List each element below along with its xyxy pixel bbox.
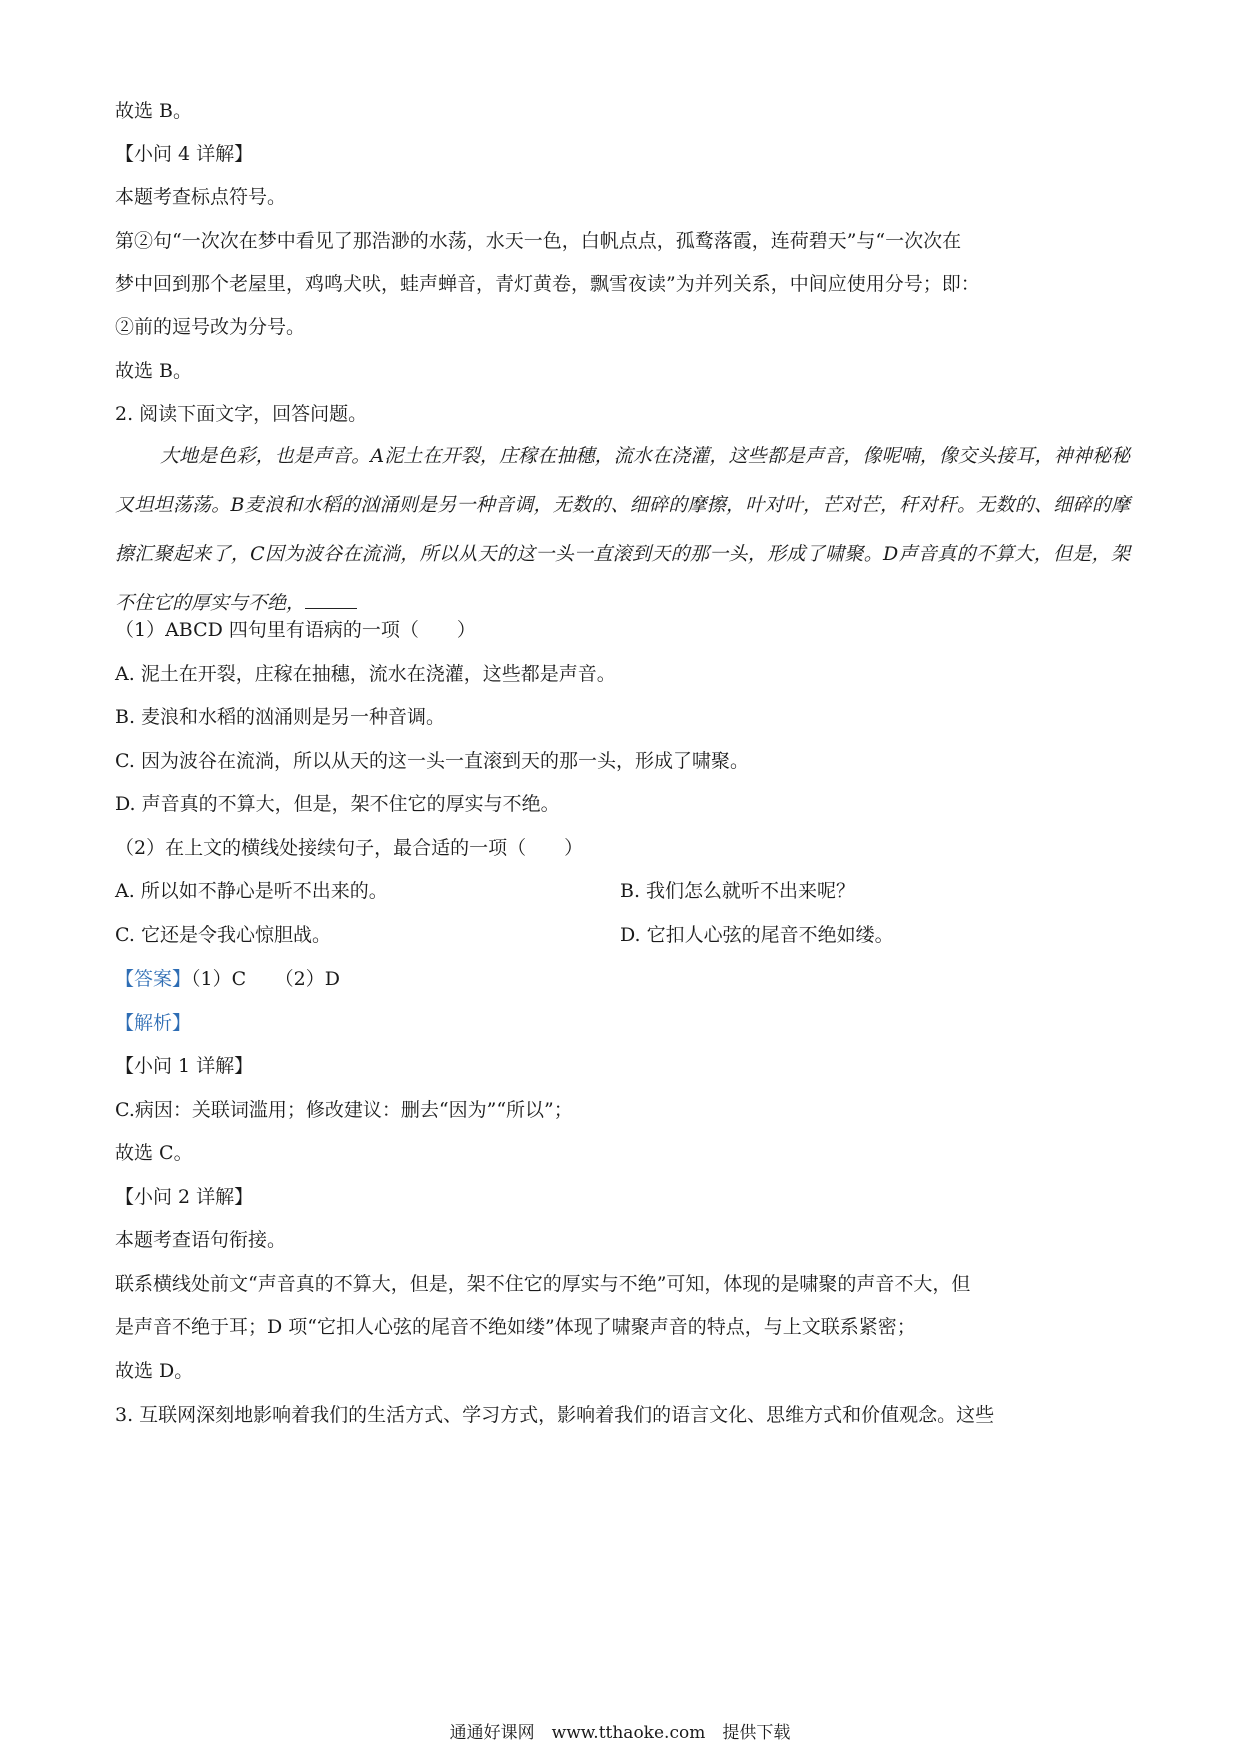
text-line: 第②句“一次次在梦中看见了那浩渺的水荡，水天一色，白帆点点，孤鹜落霞，连荷碧天”与“一次次在 bbox=[115, 230, 962, 252]
answer-label: 【答案】 bbox=[115, 968, 192, 990]
answer-text: （1）C （2）D bbox=[191, 968, 340, 990]
passage-text: 大地是色彩，也是声音。A泥土在开裂，庄稼在抽穗，流水在浇灌，这些都是声音，像呢喃，像交头接耳，神神秘秘又坦坦荡荡。B麦浪和水稻的汹涌则是另一种音调，无数的、细碎的摩擦，叶对叶，芒对芒，秆对秆。无数的、细碎的摩擦汇聚起来了，C因为波谷在流淌，所以从天的这一头一直滚到天的那一头，形成了啸聚。D声音真的不算大，但是，架不住它的厚实与不绝， bbox=[115, 445, 1130, 614]
option-c: C. 因为波谷在流淌，所以从天的这一头一直滚到天的那一头，形成了啸聚。 bbox=[115, 750, 749, 772]
text-line: C.病因：关联词滥用；修改建议：删去“因为”“所以”； bbox=[115, 1099, 573, 1121]
option-c: C. 它还是令我心惊胆战。 bbox=[115, 924, 331, 946]
option-a: A. 所以如不静心是听不出来的。 bbox=[115, 880, 388, 902]
text-line: 联系横线处前文“声音真的不算大，但是，架不住它的厚实与不绝”可知，体现的是啸聚的声音不大，但 bbox=[115, 1273, 971, 1295]
question-heading: 2. 阅读下面文字，回答问题。 bbox=[115, 403, 368, 425]
analysis-label: 【解析】 bbox=[115, 1012, 192, 1034]
text-line: 是声音不绝于耳；D 项“它扣人心弦的尾音不绝如缕”体现了啸聚声音的特点，与上文联系紧密； bbox=[115, 1316, 916, 1338]
option-a: A. 泥土在开裂，庄稼在抽穗，流水在浇灌，这些都是声音。 bbox=[115, 663, 616, 685]
text-line: ②前的逗号改为分号。 bbox=[115, 316, 306, 338]
text-line: 故选 B。 bbox=[115, 100, 193, 122]
option-d: D. 它扣人心弦的尾音不绝如缕。 bbox=[620, 924, 894, 946]
subquestion-heading: 【小问 2 详解】 bbox=[115, 1186, 254, 1208]
subquestion-heading: 【小问 1 详解】 bbox=[115, 1055, 254, 1077]
question-stem: （1）ABCD 四句里有语病的一项（ ） bbox=[115, 619, 476, 641]
text-line: 故选 C。 bbox=[115, 1142, 193, 1164]
option-b: B. 麦浪和水稻的汹涌则是另一种音调。 bbox=[115, 706, 446, 728]
question-heading: 3. 互联网深刻地影响着我们的生活方式、学习方式，影响着我们的语言文化、思维方式和价值观念。这些 bbox=[115, 1404, 995, 1426]
reading-passage bbox=[115, 432, 1130, 628]
text-line: 梦中回到那个老屋里，鸡鸣犬吠，蛙声蝉音，青灯黄卷，飘雪夜读”为并列关系，中间应使用分号；即： bbox=[115, 273, 980, 295]
page-footer: 通通好课网 www.tthaoke.com 提供下载 bbox=[449, 1723, 791, 1743]
option-b: B. 我们怎么就听不出来呢？ bbox=[620, 880, 856, 902]
text-line: 故选 B。 bbox=[115, 360, 193, 382]
text-line: 本题考查标点符号。 bbox=[115, 186, 287, 208]
text-line: 故选 D。 bbox=[115, 1360, 194, 1382]
text-line: 本题考查语句衔接。 bbox=[115, 1229, 287, 1251]
fill-blank bbox=[305, 590, 357, 609]
option-d: D. 声音真的不算大，但是，架不住它的厚实与不绝。 bbox=[115, 793, 560, 815]
answer-line bbox=[115, 966, 340, 992]
question-stem: （2）在上文的横线处接续句子，最合适的一项（ ） bbox=[115, 837, 584, 859]
subquestion-heading: 【小问 4 详解】 bbox=[115, 143, 254, 165]
